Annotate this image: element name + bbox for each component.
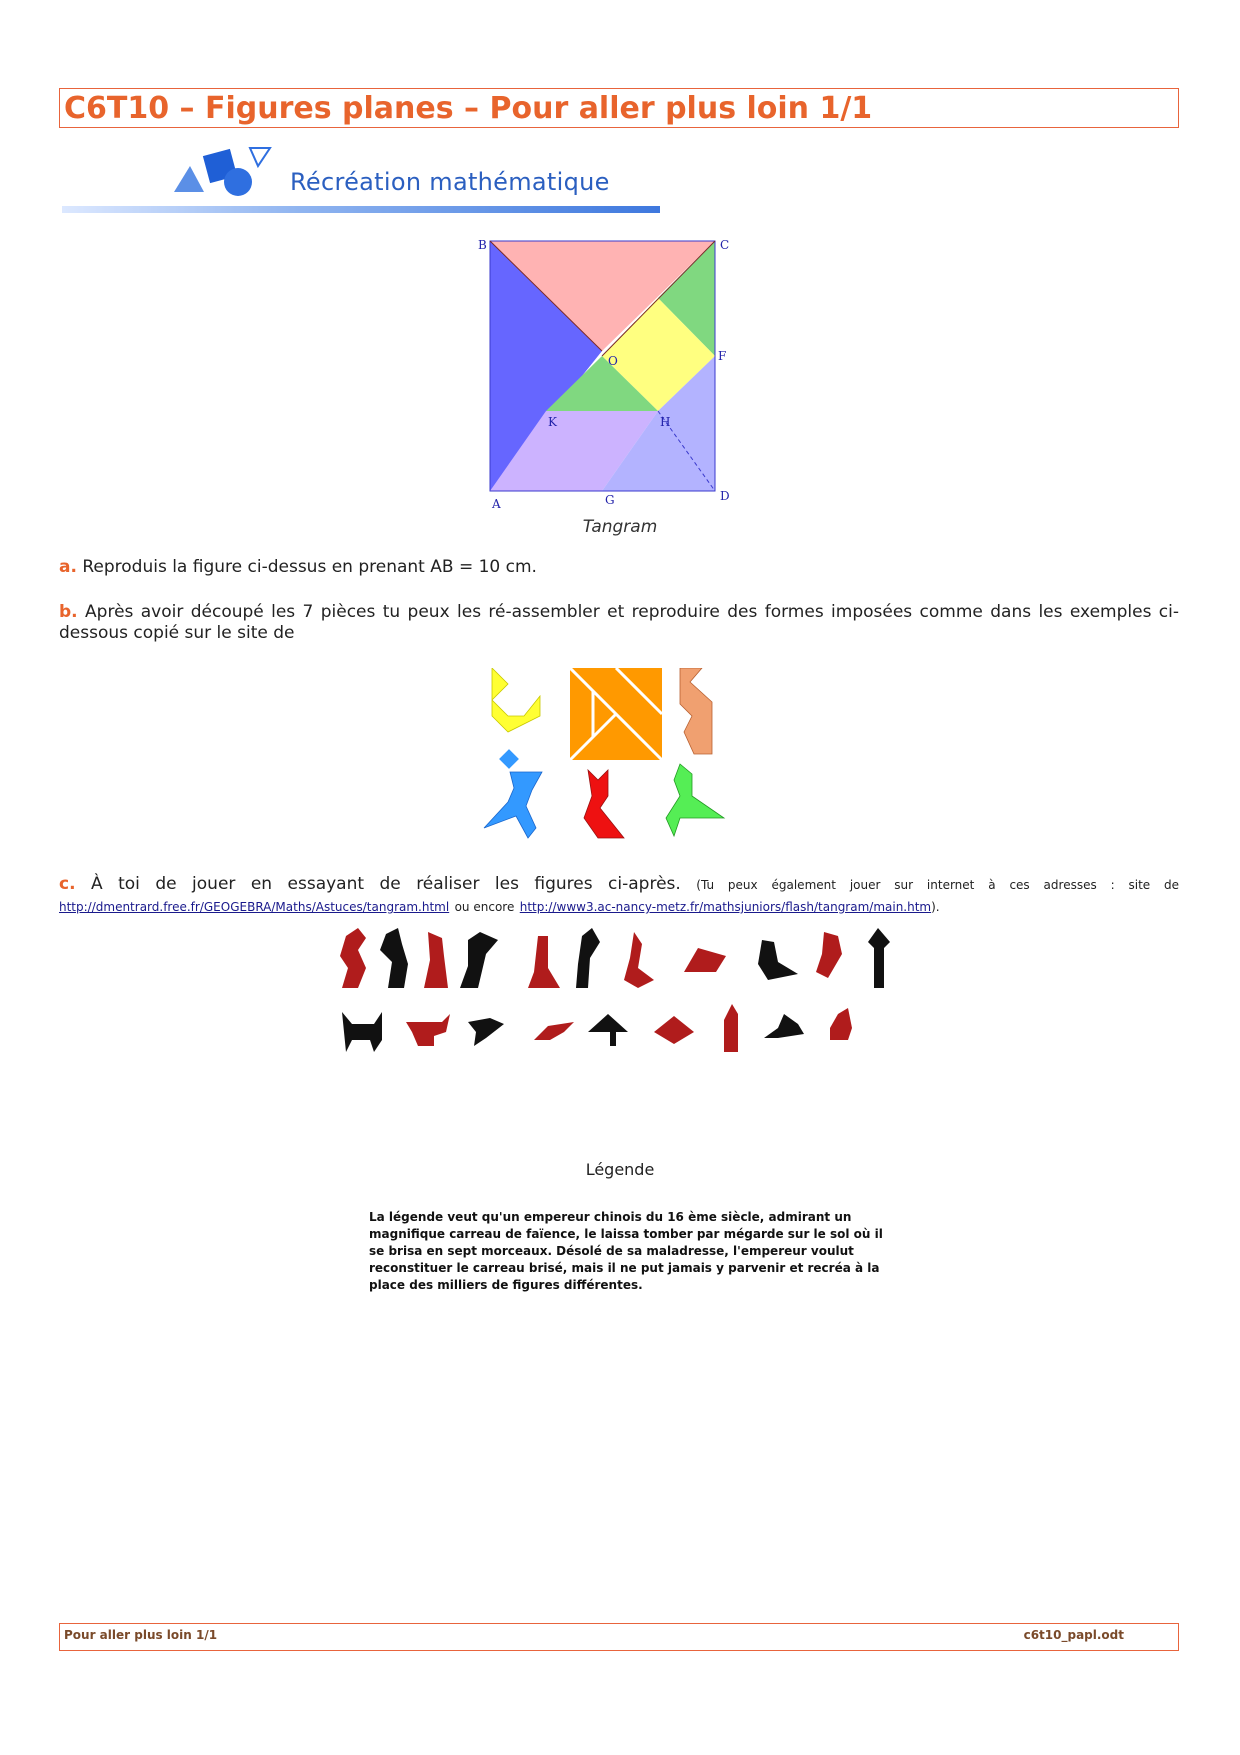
point-B: B [478, 238, 487, 252]
banner-text: Récréation mathématique [290, 168, 610, 196]
footer-right: c6t10_papl.odt [1023, 1628, 1124, 1642]
tangram-silhouettes [338, 928, 908, 1068]
question-a-text: Reproduis la figure ci-dessus en prenant AB = 10 cm. [82, 557, 537, 577]
point-A: A [492, 497, 501, 511]
question-c-text: À toi de jouer en essayant de réaliser les figures ci-après. [91, 874, 681, 894]
question-b [59, 602, 1179, 644]
link-nancy-metz[interactable]: http://www3.ac-nancy-metz.fr/mathsjuniors/flash/tangram/main.htm [519, 900, 932, 914]
banner-bar [62, 206, 660, 213]
header-box [59, 88, 1179, 128]
point-D: D [720, 489, 730, 503]
silhouette-row-1 [340, 928, 890, 988]
footer [59, 1623, 1179, 1651]
example-rabbit-orange [680, 668, 712, 754]
point-O: O [608, 354, 618, 368]
link-dmentrard[interactable]: http://dmentrard.free.fr/GEOGEBRA/Maths/Astuces/tangram.html [59, 900, 450, 914]
point-C: C [720, 238, 730, 252]
legend-body: La légende veut qu'un empereur chinois du 16 ème siècle, admirant un magnifique carreau de faïence, le laissa tomber par mégarde sur le sol où il se brisa en sept morceaux. Désolé de sa maladresse, l'empereur voulut reconstituer le carreau brisé, mais il ne put jamais y parvenir et recréa à la place des milliers de figures différentes. [369, 1210, 883, 1292]
question-b-letter: b. [59, 602, 78, 622]
example-cat-red [584, 770, 624, 838]
point-H: H [660, 415, 671, 429]
question-b-text: Après avoir découpé les 7 pièces tu peux les ré-assembler et reproduire des formes imposées comme dans les exemples ci-dessous copié sur le site de [59, 602, 1180, 643]
point-K: K [548, 415, 557, 429]
tangram-figure [470, 236, 770, 511]
question-c-letter: c. [59, 874, 76, 894]
point-G: G [605, 493, 615, 507]
footer-left: Pour aller plus loin 1/1 [64, 1628, 218, 1642]
legend-title: Légende [585, 1160, 655, 1179]
tangram-examples [480, 668, 760, 868]
question-a-letter: a. [59, 557, 77, 577]
example-swan-yellow [492, 668, 540, 732]
question-a [59, 557, 1179, 578]
point-F: F [718, 349, 727, 363]
banner [60, 140, 660, 220]
question-c-note: (Tu peux également jouer sur internet à ces adresses : site de [696, 878, 1180, 892]
question-c [59, 874, 1179, 918]
example-square-orange [570, 668, 662, 760]
example-runner-blue [484, 749, 542, 838]
example-bird-green [666, 764, 724, 836]
tangram-caption: Tangram [582, 517, 658, 537]
silhouette-row-2 [342, 1004, 852, 1052]
page-title: C6T10 – Figures planes – Pour aller plus loin 1/1 [64, 91, 873, 126]
question-c-or: ou encore [454, 900, 515, 914]
question-c-end: ). [931, 900, 940, 914]
